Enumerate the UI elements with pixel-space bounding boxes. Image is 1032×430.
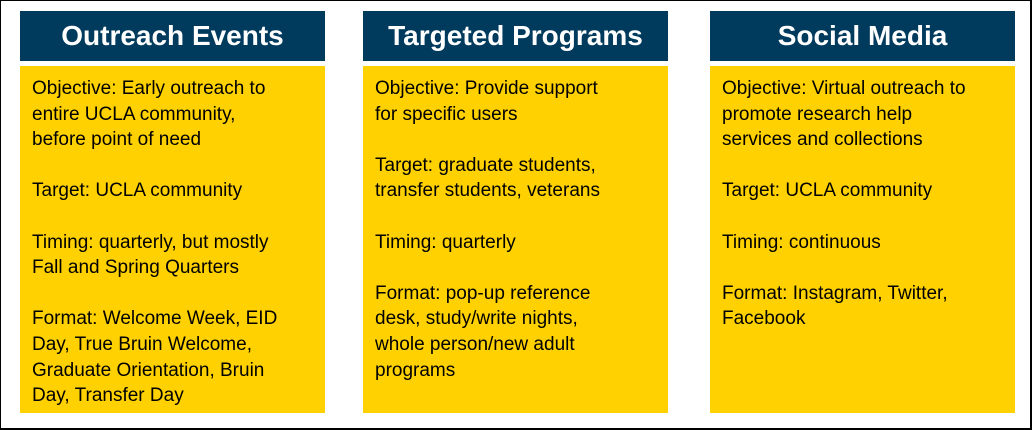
column-outreach-events	[20, 11, 325, 413]
column-header: Outreach Events	[20, 11, 325, 61]
target-text: Target: UCLA community	[32, 180, 243, 202]
timing-text: Timing: continuous	[722, 231, 881, 253]
column-header: Social Media	[710, 11, 1015, 61]
column-body	[363, 66, 668, 413]
timing-text: Timing: quarterly	[375, 231, 516, 253]
column-body	[710, 66, 1015, 413]
target-text: Target: graduate students, transfer students, veterans	[375, 154, 600, 202]
objective-text: Objective: Virtual outreach to promote research help services and collections	[722, 78, 966, 151]
format-text: Format: Welcome Week, EID Day, True Bruin Welcome, Graduate Orientation, Bruin Day, Transfer Day	[32, 308, 278, 407]
format-text: Format: Instagram, Twitter, Facebook	[722, 282, 948, 330]
column-header: Targeted Programs	[363, 11, 668, 61]
objective-text: Objective: Provide support for specific users	[375, 78, 598, 125]
column-social-media	[710, 11, 1015, 413]
timing-text: Timing: quarterly, but mostly Fall and Spring Quarters	[32, 231, 269, 279]
format-text: Format: pop-up reference desk, study/write nights, whole person/new adult programs	[375, 282, 591, 381]
objective-text: Objective: Early outreach to entire UCLA community, before point of need	[32, 78, 266, 151]
column-targeted-programs	[363, 11, 668, 413]
target-text: Target: UCLA community	[722, 180, 933, 202]
column-body	[20, 66, 325, 413]
